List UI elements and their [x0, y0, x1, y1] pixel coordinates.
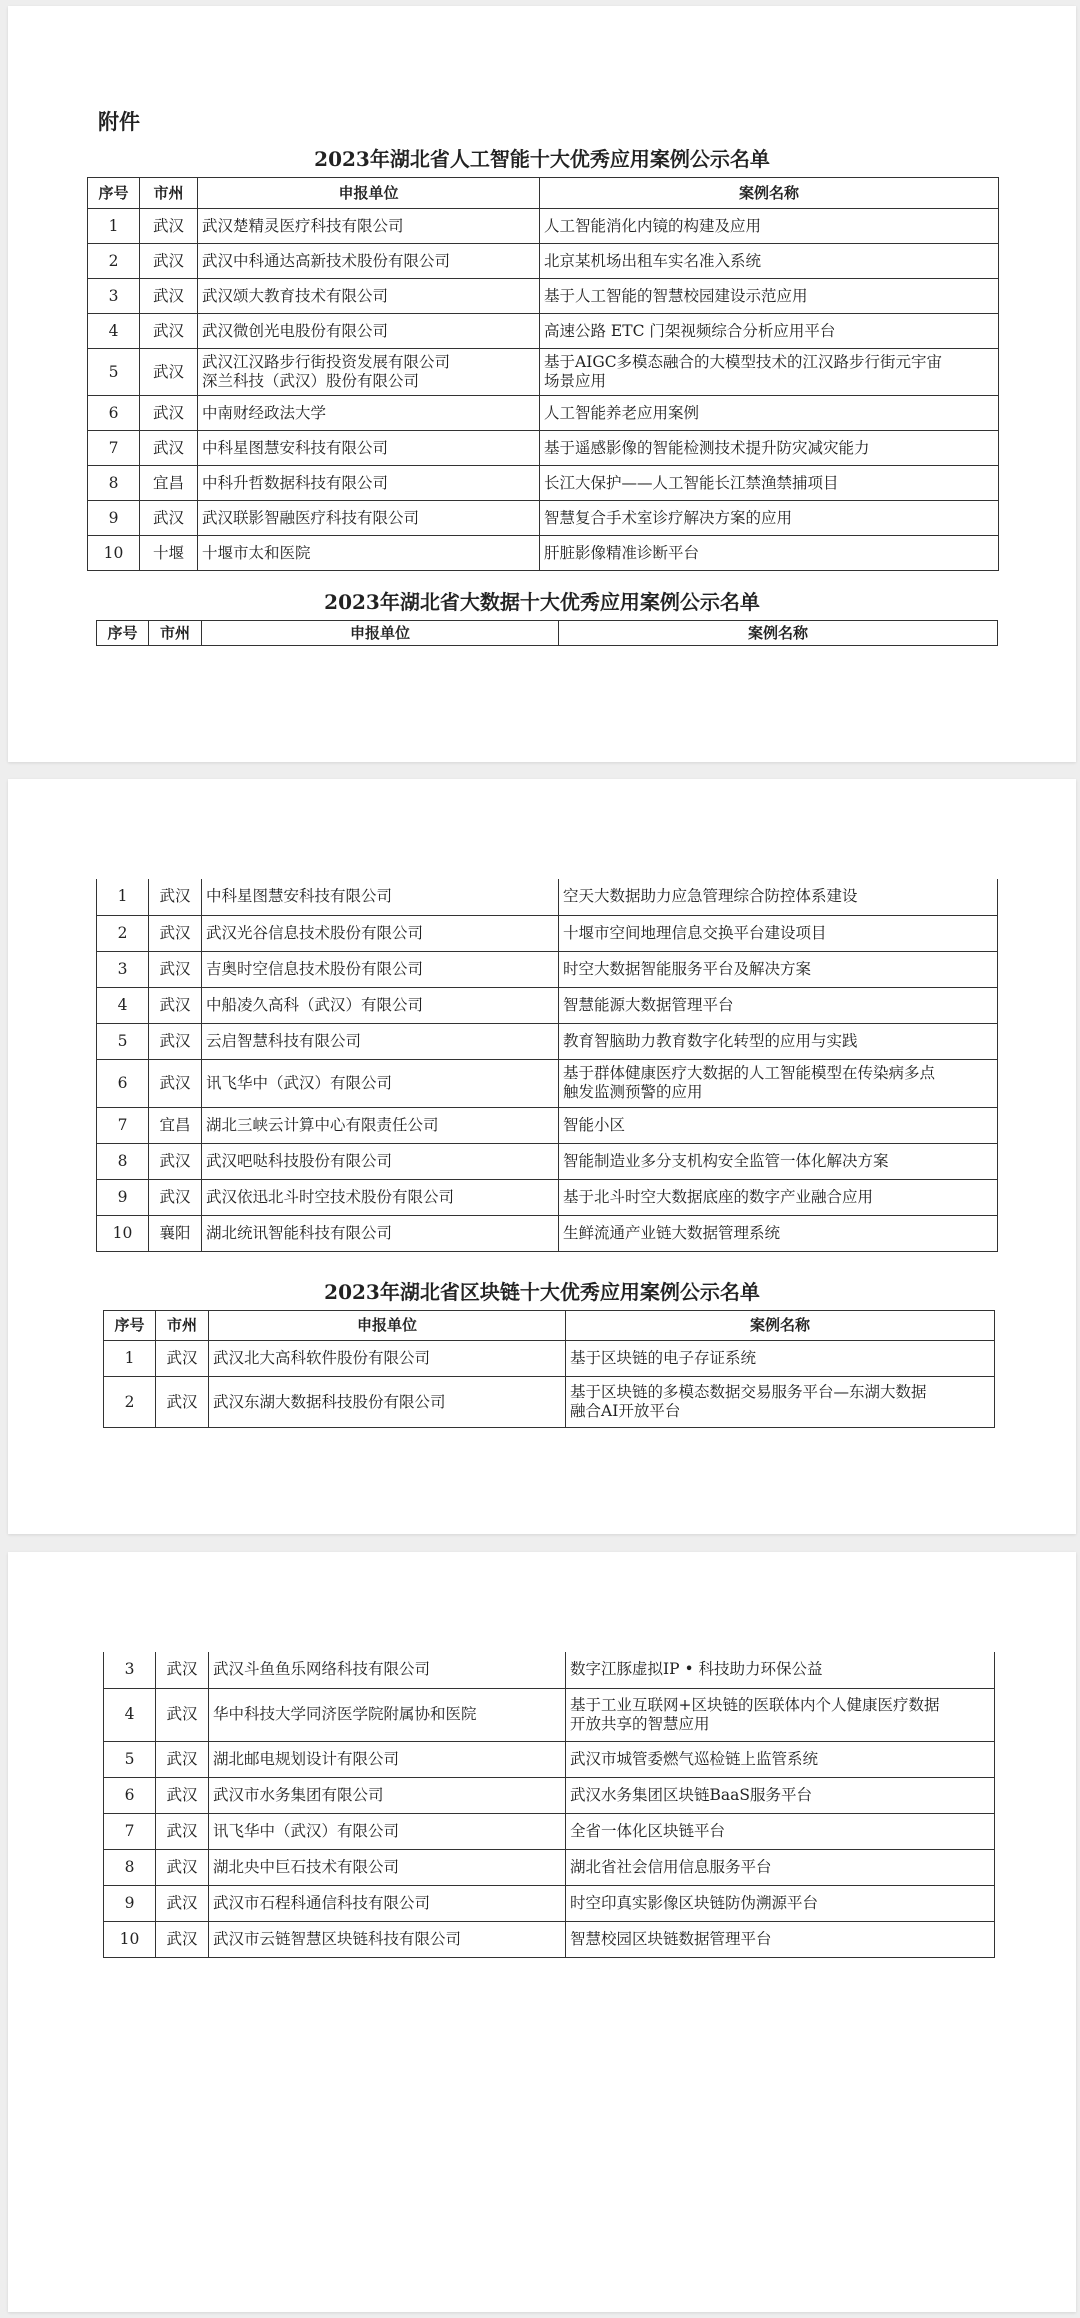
row-unit: 讯飞华中（武汉）有限公司 — [209, 1813, 566, 1849]
row-city: 武汉 — [156, 1813, 209, 1849]
row-city: 武汉 — [156, 1652, 209, 1688]
header-city: 市州 — [140, 178, 198, 209]
row-city: 武汉 — [140, 396, 198, 431]
row-case: 肝脏影像精准诊断平台 — [540, 536, 999, 571]
row-city: 武汉 — [156, 1741, 209, 1777]
row-case: 武汉水务集团区块链BaaS服务平台 — [566, 1777, 995, 1813]
row-city: 武汉 — [149, 1023, 202, 1059]
row-case-line: 基于AIGC多模态融合的大模型技术的江汉路步行街元宇宙 — [544, 353, 943, 371]
row-number: 10 — [97, 1215, 149, 1251]
blockchain-section-title: 2023年湖北省区块链十大优秀应用案例公示名单 — [324, 1280, 760, 1304]
row-number: 2 — [97, 915, 149, 951]
table-row — [88, 349, 999, 396]
row-number: 4 — [88, 314, 140, 349]
row-city: 武汉 — [149, 1143, 202, 1179]
table-row — [104, 1921, 995, 1957]
row-number: 6 — [104, 1777, 156, 1813]
row-number: 2 — [104, 1377, 156, 1428]
row-number: 4 — [104, 1688, 156, 1741]
table-row — [104, 1377, 995, 1428]
row-number: 4 — [97, 987, 149, 1023]
row-number: 5 — [88, 349, 140, 396]
ai-cases-table — [87, 177, 999, 571]
table-row — [104, 1688, 995, 1741]
row-city: 武汉 — [149, 879, 202, 915]
header-no: 序号 — [104, 1311, 156, 1341]
row-case: 时空大数据智能服务平台及解决方案 — [559, 951, 998, 987]
row-case — [566, 1688, 995, 1741]
row-unit: 湖北邮电规划设计有限公司 — [209, 1741, 566, 1777]
table-row — [104, 1849, 995, 1885]
row-case: 空天大数据助力应急管理综合防控体系建设 — [559, 879, 998, 915]
row-unit: 武汉市水务集团有限公司 — [209, 1777, 566, 1813]
blockchain-cases-table — [103, 1310, 995, 1428]
row-unit: 讯飞华中（武汉）有限公司 — [202, 1059, 559, 1107]
row-case: 高速公路 ETC 门架视频综合分析应用平台 — [540, 314, 999, 349]
row-number: 1 — [88, 209, 140, 244]
row-city: 武汉 — [140, 431, 198, 466]
row-unit: 吉奥时空信息技术股份有限公司 — [202, 951, 559, 987]
bigdata-section-title: 2023年湖北省大数据十大优秀应用案例公示名单 — [324, 590, 760, 614]
row-city: 十堰 — [140, 536, 198, 571]
row-unit: 武汉东湖大数据科技股份有限公司 — [209, 1377, 566, 1428]
row-case-line: 基于区块链的多模态数据交易服务平台—东湖大数据 — [570, 1383, 927, 1401]
table-row — [97, 1023, 998, 1059]
row-case: 基于人工智能的智慧校园建设示范应用 — [540, 279, 999, 314]
table-row — [104, 1777, 995, 1813]
row-case: 基于北斗时空大数据底座的数字产业融合应用 — [559, 1179, 998, 1215]
header-case: 案例名称 — [540, 178, 999, 209]
row-case: 智慧复合手术室诊疗解决方案的应用 — [540, 501, 999, 536]
header-unit: 申报单位 — [198, 178, 540, 209]
row-unit: 武汉联影智融医疗科技有限公司 — [198, 501, 540, 536]
row-unit: 武汉吧哒科技股份有限公司 — [202, 1143, 559, 1179]
row-unit: 湖北统讯智能科技有限公司 — [202, 1215, 559, 1251]
row-case: 教育智脑助力教育数字化转型的应用与实践 — [559, 1023, 998, 1059]
row-case: 北京某机场出租车实名准入系统 — [540, 244, 999, 279]
row-case-line: 开放共享的智慧应用 — [570, 1714, 710, 1733]
row-case: 智慧能源大数据管理平台 — [559, 987, 998, 1023]
row-number: 6 — [97, 1059, 149, 1107]
row-case-line: 场景应用 — [544, 372, 607, 390]
row-case: 智能制造业多分支机构安全监管一体化解决方案 — [559, 1143, 998, 1179]
row-city: 武汉 — [156, 1688, 209, 1741]
row-case: 智慧校园区块链数据管理平台 — [566, 1921, 995, 1957]
row-unit: 武汉微创光电股份有限公司 — [198, 314, 540, 349]
row-unit-line: 深兰科技（武汉）股份有限公司 — [202, 372, 420, 390]
row-number: 3 — [88, 279, 140, 314]
header-city: 市州 — [156, 1311, 209, 1341]
header-unit: 申报单位 — [209, 1311, 566, 1341]
header-no: 序号 — [97, 621, 149, 646]
row-unit: 中科升哲数据科技有限公司 — [198, 466, 540, 501]
row-unit: 中南财经政法大学 — [198, 396, 540, 431]
annex-label: 附件 — [98, 110, 140, 134]
row-case: 数字江豚虚拟IP • 科技助力环保公益 — [566, 1652, 995, 1688]
table-row — [104, 1652, 995, 1688]
row-case-line: 融合AI开放平台 — [570, 1402, 681, 1420]
row-city: 武汉 — [156, 1341, 209, 1377]
row-number: 7 — [97, 1107, 149, 1143]
table-row — [97, 1143, 998, 1179]
row-unit: 华中科技大学同济医学院附属协和医院 — [209, 1688, 566, 1741]
row-number: 6 — [88, 396, 140, 431]
table-row — [88, 536, 999, 571]
row-number: 9 — [88, 501, 140, 536]
table-row — [97, 879, 998, 915]
header-case: 案例名称 — [566, 1311, 995, 1341]
row-unit: 武汉楚精灵医疗科技有限公司 — [198, 209, 540, 244]
document-page-3 — [8, 1552, 1076, 2312]
row-number: 3 — [97, 951, 149, 987]
row-unit-line: 武汉江汉路步行街投资发展有限公司 — [202, 353, 451, 371]
row-city: 武汉 — [140, 279, 198, 314]
bigdata-cases-table — [96, 879, 998, 1252]
row-number: 9 — [97, 1179, 149, 1215]
row-city: 武汉 — [156, 1377, 209, 1428]
row-city: 襄阳 — [149, 1215, 202, 1251]
row-unit: 武汉斗鱼鱼乐网络科技有限公司 — [209, 1652, 566, 1688]
row-number: 8 — [104, 1849, 156, 1885]
row-city: 武汉 — [156, 1777, 209, 1813]
row-unit: 武汉北大高科软件股份有限公司 — [209, 1341, 566, 1377]
row-unit: 中船凌久高科（武汉）有限公司 — [202, 987, 559, 1023]
row-city: 武汉 — [140, 244, 198, 279]
row-number: 8 — [97, 1143, 149, 1179]
table-row — [104, 1885, 995, 1921]
row-case: 生鲜流通产业链大数据管理系统 — [559, 1215, 998, 1251]
row-case-line: 触发监测预警的应用 — [563, 1083, 703, 1101]
table-row — [97, 951, 998, 987]
row-city: 武汉 — [149, 915, 202, 951]
row-number: 3 — [104, 1652, 156, 1688]
row-unit: 武汉光谷信息技术股份有限公司 — [202, 915, 559, 951]
row-number: 2 — [88, 244, 140, 279]
row-city: 武汉 — [149, 1179, 202, 1215]
row-unit: 武汉颂大教育技术有限公司 — [198, 279, 540, 314]
row-unit: 云启智慧科技有限公司 — [202, 1023, 559, 1059]
row-number: 5 — [97, 1023, 149, 1059]
row-case: 人工智能消化内镜的构建及应用 — [540, 209, 999, 244]
row-case-line: 基于群体健康医疗大数据的人工智能模型在传染病多点 — [563, 1064, 936, 1082]
table-row — [88, 244, 999, 279]
row-number: 10 — [104, 1921, 156, 1957]
document-page-2 — [8, 779, 1076, 1534]
row-unit: 武汉市石程科通信科技有限公司 — [209, 1885, 566, 1921]
header-case: 案例名称 — [559, 621, 998, 646]
row-number: 5 — [104, 1741, 156, 1777]
row-number: 1 — [104, 1341, 156, 1377]
bigdata-header-table — [96, 620, 998, 646]
row-city: 武汉 — [140, 349, 198, 396]
row-unit: 武汉中科通达高新技术股份有限公司 — [198, 244, 540, 279]
row-city: 武汉 — [140, 209, 198, 244]
row-case: 人工智能养老应用案例 — [540, 396, 999, 431]
table-row — [88, 466, 999, 501]
header-no: 序号 — [88, 178, 140, 209]
row-number: 9 — [104, 1885, 156, 1921]
row-case: 基于区块链的电子存证系统 — [566, 1341, 995, 1377]
row-city: 武汉 — [149, 1059, 202, 1107]
table-row — [104, 1741, 995, 1777]
row-city: 武汉 — [140, 501, 198, 536]
row-number: 8 — [88, 466, 140, 501]
row-case: 全省一体化区块链平台 — [566, 1813, 995, 1849]
table-row — [88, 501, 999, 536]
row-number: 1 — [97, 879, 149, 915]
table-row — [97, 1215, 998, 1251]
blockchain-cases-table-continued — [103, 1652, 995, 1958]
row-case — [540, 349, 999, 396]
row-unit: 中科星图慧安科技有限公司 — [202, 879, 559, 915]
table-row — [88, 209, 999, 244]
row-number: 7 — [104, 1813, 156, 1849]
table-row — [97, 987, 998, 1023]
row-unit: 武汉市云链智慧区块链科技有限公司 — [209, 1921, 566, 1957]
row-city: 武汉 — [140, 314, 198, 349]
row-unit — [198, 349, 540, 396]
header-unit: 申报单位 — [202, 621, 559, 646]
row-unit: 湖北三峡云计算中心有限责任公司 — [202, 1107, 559, 1143]
row-city: 武汉 — [149, 951, 202, 987]
row-unit: 湖北央中巨石技术有限公司 — [209, 1849, 566, 1885]
row-case: 长江大保护——人工智能长江禁渔禁捕项目 — [540, 466, 999, 501]
row-city: 武汉 — [156, 1885, 209, 1921]
header-city: 市州 — [149, 621, 202, 646]
table-row — [88, 396, 999, 431]
row-city: 武汉 — [156, 1849, 209, 1885]
row-city: 武汉 — [149, 987, 202, 1023]
table-row — [97, 1107, 998, 1143]
table-row — [97, 915, 998, 951]
row-city: 宜昌 — [140, 466, 198, 501]
row-case: 武汉市城管委燃气巡检链上监管系统 — [566, 1741, 995, 1777]
row-case-line: 基于工业互联网+区块链的医联体内个人健康医疗数据 — [570, 1695, 940, 1714]
table-row — [88, 314, 999, 349]
row-case: 基于遥感影像的智能检测技术提升防灾减灾能力 — [540, 431, 999, 466]
row-case — [566, 1377, 995, 1428]
document-page-1 — [8, 6, 1076, 762]
row-case — [559, 1059, 998, 1107]
row-case: 十堰市空间地理信息交换平台建设项目 — [559, 915, 998, 951]
table-row — [104, 1813, 995, 1849]
table-row — [88, 431, 999, 466]
table-row — [88, 279, 999, 314]
row-case: 智能小区 — [559, 1107, 998, 1143]
ai-section-title: 2023年湖北省人工智能十大优秀应用案例公示名单 — [314, 147, 770, 171]
table-row — [97, 1179, 998, 1215]
row-number: 7 — [88, 431, 140, 466]
table-row — [104, 1341, 995, 1377]
table-row — [97, 1059, 998, 1107]
row-city: 武汉 — [156, 1921, 209, 1957]
row-case: 湖北省社会信用信息服务平台 — [566, 1849, 995, 1885]
row-number: 10 — [88, 536, 140, 571]
row-case: 时空印真实影像区块链防伪溯源平台 — [566, 1885, 995, 1921]
row-city: 宜昌 — [149, 1107, 202, 1143]
row-unit: 中科星图慧安科技有限公司 — [198, 431, 540, 466]
row-unit: 十堰市太和医院 — [198, 536, 540, 571]
row-unit: 武汉依迅北斗时空技术股份有限公司 — [202, 1179, 559, 1215]
